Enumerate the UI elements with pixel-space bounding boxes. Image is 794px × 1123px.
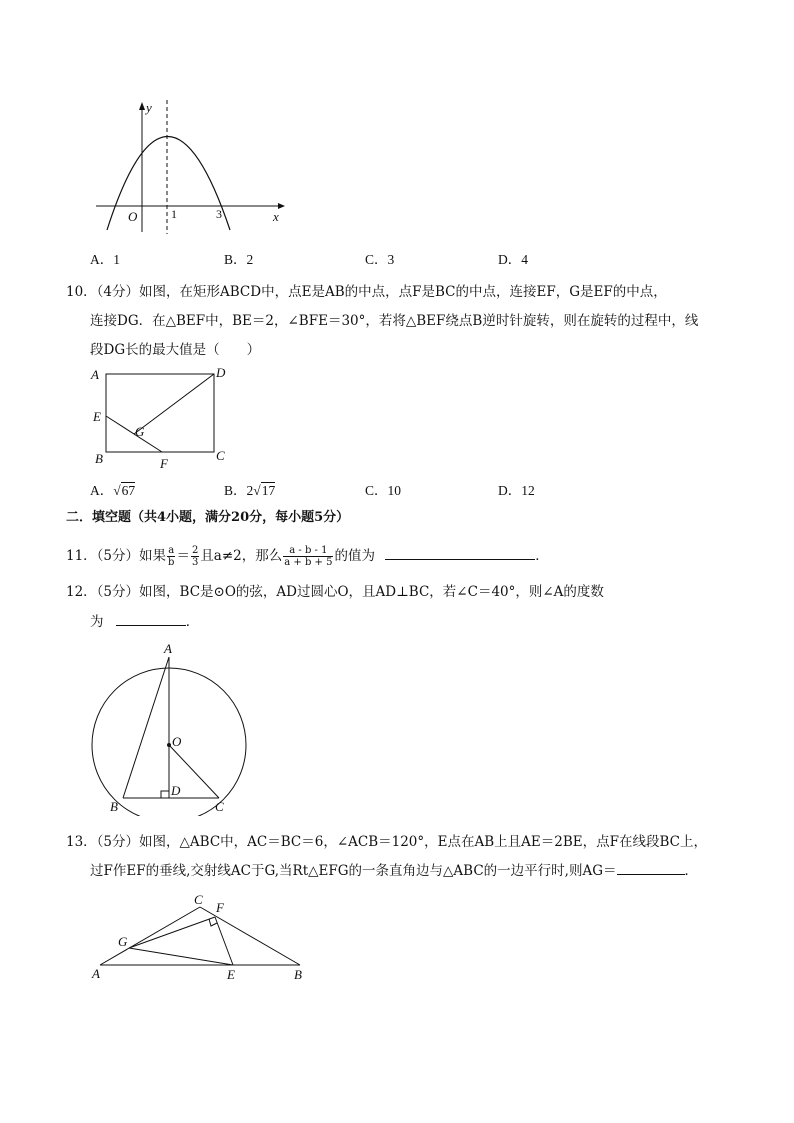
q13-line-2-text: 过F作EF的垂线,交射线AC于G,当Rt△EFG的一条直角边与△ABC的一边平行时,则AG＝: [90, 863, 617, 879]
q12-end: ．: [185, 614, 200, 630]
label-a: A: [164, 641, 172, 656]
segment-gf: [129, 917, 215, 948]
label-e: E: [93, 409, 101, 424]
label-c: C: [215, 799, 224, 814]
label-b: B: [95, 451, 103, 466]
q12-line-2-prefix: 为: [90, 614, 104, 630]
q11-f3-den: a + b + 5: [284, 557, 333, 568]
q11-line: [66, 542, 549, 570]
label-a: A: [92, 966, 100, 981]
q12-line-1: 12．（5分）如图，BC是⊙O的弦，AD过圆心O，且AD⊥BC，若∠C＝40°，则∠A的度数: [66, 584, 604, 600]
q11-f1-num: a: [168, 545, 175, 556]
sqrt-icon: √: [253, 483, 261, 498]
q10-line-1: 10．（4分）如图，在矩形ABCD中，点E是AB的中点，点F是BC的中点，连接EF，G是EF的中点，: [66, 284, 667, 300]
q11-f2-num: 2: [191, 545, 199, 556]
q9-option-a[interactable]: A．1: [90, 252, 120, 267]
x-axis-arrow-icon: [278, 203, 285, 209]
segment-ac: [100, 907, 200, 965]
q11-mid: 且a≠2，那么: [200, 548, 283, 564]
segment-ge: [129, 948, 233, 965]
sqrt-icon: √: [113, 483, 121, 498]
q10-option-b[interactable]: [224, 479, 275, 499]
parabola-curve: [107, 137, 230, 231]
q13-answer-blank[interactable]: [617, 861, 685, 875]
q10-option-b-prefix: B．2: [224, 483, 254, 498]
origin-label: O: [128, 209, 138, 224]
q11-f3-num: a - b - 1: [283, 545, 333, 557]
q10-option-c[interactable]: C．10: [365, 483, 402, 498]
q11-f2-den: 3: [191, 557, 199, 568]
label-e: E: [227, 967, 235, 982]
q11-fraction-expr: [283, 545, 333, 568]
label-c: C: [194, 892, 203, 907]
label-f: F: [216, 900, 224, 915]
q10-line-2: 连接DG．在△BEF中，BE＝2，∠BFE＝30°，若将△BEF绕点B逆时针旋转，则在旋转的过程中，线: [90, 313, 699, 329]
q12-circle-figure: [88, 636, 260, 816]
x-axis-label: x: [273, 209, 279, 224]
label-o: O: [172, 734, 182, 749]
q9-option-b[interactable]: B．2: [224, 252, 254, 267]
q10-rectangle-figure: [88, 364, 238, 476]
label-f: F: [160, 456, 168, 471]
right-angle-mark-icon: [161, 791, 169, 798]
tick-label-1: 1: [171, 207, 177, 221]
label-g: G: [118, 934, 128, 949]
y-axis-label: y: [146, 100, 152, 115]
q13-line-2: [90, 861, 698, 881]
q9-parabola-figure: [90, 98, 290, 238]
q10-option-a[interactable]: [90, 479, 135, 499]
q10-option-a-prefix: A．: [90, 483, 114, 498]
q13-triangle-figure: [88, 890, 318, 984]
q10-option-b-radicand: 17: [261, 483, 276, 498]
label-b: B: [110, 799, 118, 814]
q11-fraction-2-3: [191, 545, 199, 568]
q11-end: ．: [535, 548, 549, 564]
q10-line-3: 段DG长的最大值是（ ）: [90, 342, 261, 358]
q11-suffix: 的值为: [334, 548, 375, 564]
q11-fraction-a-b: [167, 545, 175, 568]
q10-option-a-radicand: 67: [121, 483, 136, 498]
q10-option-d[interactable]: D．12: [498, 483, 535, 498]
q11-eq: ＝: [176, 548, 190, 564]
label-d: D: [171, 783, 181, 798]
label-g: G: [135, 424, 145, 439]
q13-line-1: 13．（5分）如图，△ABC中，AC＝BC＝6，∠ACB＝120°，E点在AB上且AE＝2BE，点F在线段BC上，: [66, 834, 708, 850]
q9-option-c[interactable]: C．3: [365, 252, 395, 267]
label-c: C: [216, 448, 225, 463]
q11-prefix: 11．（5分）如果: [66, 548, 167, 564]
section-heading: 二．填空题（共4小题，满分20分，每小题5分）: [66, 510, 350, 525]
segment-cb: [200, 907, 300, 965]
center-point-icon: [167, 743, 171, 747]
q12-line-2: [90, 612, 199, 632]
label-b: B: [294, 967, 302, 982]
tick-label-3: 3: [216, 207, 222, 221]
y-axis-arrow-icon: [139, 102, 145, 110]
q13-end: ．: [684, 863, 698, 879]
q12-answer-blank[interactable]: [116, 612, 186, 626]
segment-dg: [134, 374, 214, 434]
q9-option-d[interactable]: D．4: [498, 252, 528, 267]
label-d: D: [216, 365, 226, 380]
q11-answer-blank[interactable]: [385, 546, 535, 560]
label-a: A: [91, 367, 99, 382]
q11-f1-den: b: [168, 557, 175, 568]
